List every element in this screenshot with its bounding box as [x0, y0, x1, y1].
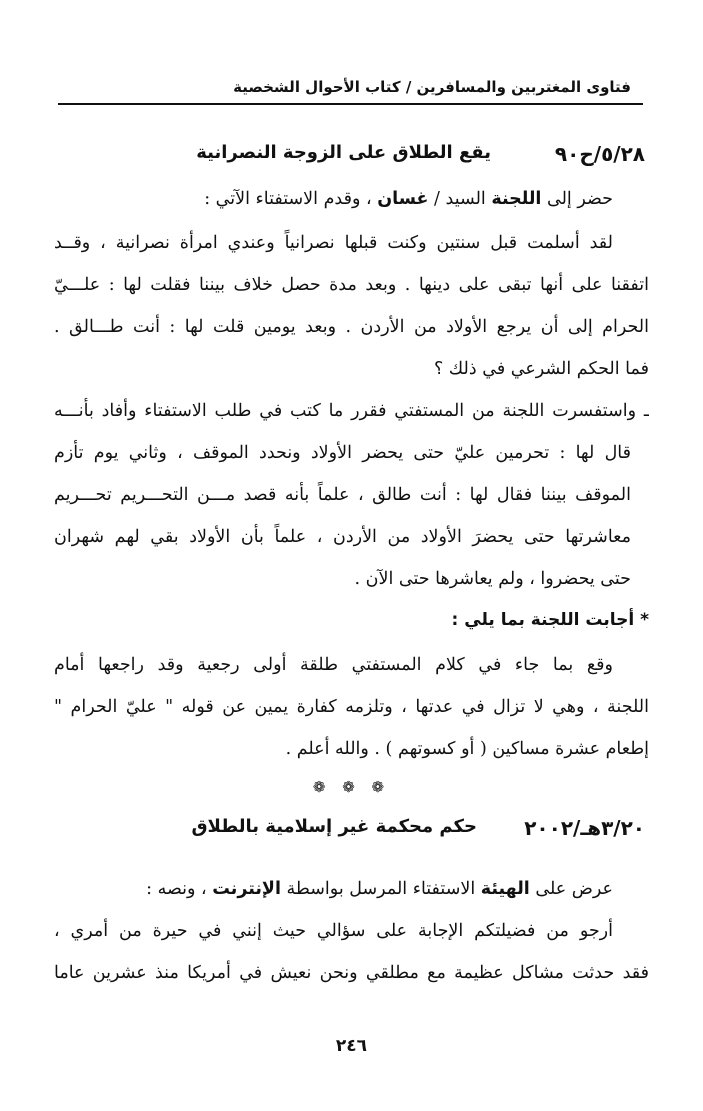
- committee-word: اللجنة: [491, 189, 542, 209]
- fatwa-1-intro: حضر إلى اللجنة السيد / غسان ، وقدم الاستفتاء الآتي :: [204, 189, 613, 209]
- board-word: الهيئة: [480, 879, 530, 899]
- fatwa-1-number: ٥/٢٨/ح٩٠: [554, 142, 645, 166]
- fatwa-1-title: يقع الطلاق على الزوجة النصرانية: [196, 142, 491, 163]
- clarification-line: الموقف بيننا فقال لها : أنت طالق ، علماً بأنه قصد مـــن التحـــريم تحـــريم: [54, 485, 631, 505]
- question-line: لقد أسلمت قبل سنتين وكنت قبلها نصرانياً وعندي امرأة نصرانية ، وقــد: [54, 233, 613, 253]
- section-separator: ❁ ❁ ❁: [312, 778, 391, 796]
- fatwa-2-question-line: فقد حدثت مشاكل عظيمة مع مطلقي ونحن نعيش في أمريكا منذ عشرين عاما: [54, 963, 649, 983]
- question-line: اتفقنا على أنها تبقى على دينها . وبعد مدة حصل خلاف بيننا فقلت لها : علـــيّ: [54, 275, 649, 295]
- answer-line: وقع بما جاء في كلام المستفتي طلقة أولى رجعية وقد راجعها أمام: [54, 655, 613, 675]
- fatwa-2-question-line: أرجو من فضيلتكم الإجابة على سؤالي حيث إنني في حيرة من أمري ،: [54, 921, 613, 941]
- clarification-line: معاشرتها حتى يحضرَ الأولاد من الأردن ، علماً بأن الأولاد بقي لهم شهران: [54, 527, 631, 547]
- question-line: فما الحكم الشرعي في ذلك ؟: [433, 359, 649, 379]
- answer-line: إطعام عشرة مساكين ( أو كسوتهم ) . والله أعلم .: [285, 739, 649, 759]
- fatwa-2-intro: عرض على الهيئة الاستفتاء المرسل بواسطة الإنترنت ، ونصه :: [146, 879, 613, 899]
- fatwa-2-title: حكم محكمة غير إسلامية بالطلاق: [191, 816, 477, 837]
- answer-heading: * أجابت اللجنة بما يلي :: [451, 610, 649, 630]
- running-header: فتاوى المغتربين والمسافرين / كتاب الأحوال الشخصية: [233, 78, 631, 96]
- internet-word: الإنترنت: [212, 879, 281, 899]
- clarification-line: قال لها : تحرمين عليّ حتى يحضر الأولاد ونحدد الموقف ، وثاني يوم تأزم: [54, 443, 631, 463]
- clarification-line: حتى يحضروا ، ولم يعاشرها حتى الآن .: [354, 569, 631, 589]
- clarification-line: ـ واستفسرت اللجنة من المستفتي فقرر ما كتب في طلب الاستفتاء وأفاد بأنـــه: [54, 401, 649, 421]
- question-line: الحرام إلى أن يرجع الأولاد من الأردن . وبعد يومين قلت لها : أنت طـــالق .: [54, 317, 649, 337]
- header-rule: [58, 103, 643, 105]
- petitioner-name: غسان: [377, 189, 429, 209]
- page-number: ٢٤٦: [335, 1036, 368, 1056]
- fatwa-2-number: ٣/٢٠هـ/٢٠٠٢: [524, 816, 645, 840]
- fatwa-2-heading: [58, 816, 645, 850]
- answer-line: اللجنة ، وهي لا تزال في عدتها ، وتلزمه كفارة يمين عن قوله " عليّ الحرام ": [54, 697, 649, 717]
- fatwa-1-heading: [58, 142, 645, 176]
